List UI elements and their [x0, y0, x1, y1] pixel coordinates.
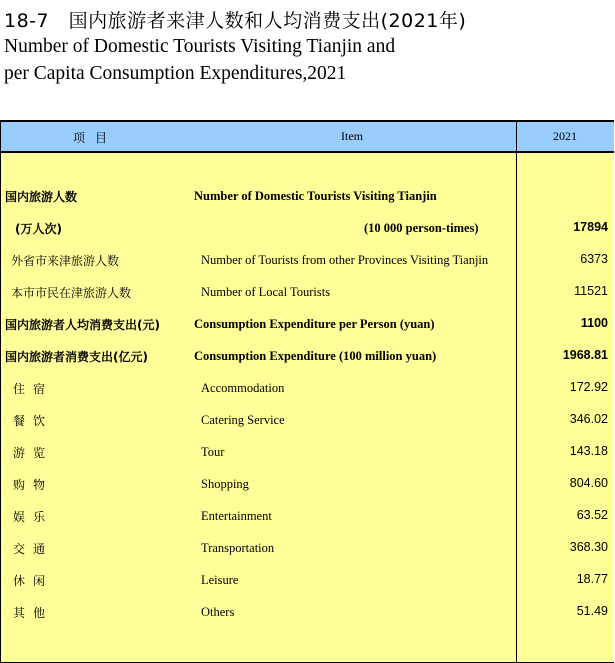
- row-label-english: Number of Domestic Tourists Visiting Tianjin: [194, 189, 437, 203]
- header-year: 2021: [553, 129, 577, 143]
- table-row: [1, 508, 614, 540]
- table-row: [1, 316, 614, 348]
- row-value: 368.30: [569, 540, 608, 554]
- row-label-chinese: 其他: [13, 606, 54, 620]
- row-label-english: Entertainment: [201, 509, 272, 523]
- row-label-english: Number of Tourists from other Provinces Visiting Tianjin: [201, 253, 489, 267]
- table-row: [1, 476, 614, 508]
- row-value: 804.60: [569, 476, 608, 490]
- row-value: 6373: [580, 252, 608, 266]
- row-label-chinese: 本市市民在津旅游人数: [11, 286, 132, 300]
- row-label-chinese: 国内旅游者人均消费支出(元): [5, 318, 160, 332]
- table-row: [1, 188, 614, 220]
- row-label-chinese: 外省市来津旅游人数: [11, 254, 120, 268]
- row-label-chinese: 游览: [13, 446, 54, 460]
- row-label-chinese: 休闲: [13, 574, 54, 588]
- row-label-chinese: 交通: [13, 542, 54, 556]
- table-row: [1, 540, 614, 572]
- row-value: 143.18: [569, 444, 608, 458]
- table-row: [1, 220, 614, 252]
- row-label-english: Consumption Expenditure (100 million yuan): [194, 349, 437, 363]
- row-label-english: Catering Service: [201, 413, 285, 427]
- table-row: [1, 348, 614, 380]
- row-value: 1100: [580, 316, 608, 330]
- row-value: 172.92: [569, 380, 608, 394]
- row-value: 63.52: [576, 508, 608, 522]
- table-row: [1, 604, 614, 636]
- row-label-english: Tour: [201, 445, 225, 459]
- table-row: [1, 284, 614, 316]
- row-label-english: Accommodation: [201, 381, 285, 395]
- row-label-chinese: 购物: [13, 478, 54, 492]
- table-header: [1, 122, 614, 153]
- row-value: 1968.81: [562, 348, 608, 362]
- row-label-chinese: (万人次): [15, 222, 62, 236]
- row-label-chinese: 住宿: [13, 382, 54, 396]
- row-label-english: Number of Local Tourists: [201, 285, 331, 299]
- table-row: [1, 444, 614, 476]
- row-label-english: Shopping: [201, 477, 249, 491]
- page-title-english-line-1: Number of Domestic Tourists Visiting Tianjin and: [4, 36, 396, 57]
- table-row: [1, 412, 614, 444]
- row-label-english: Transportation: [201, 541, 275, 555]
- row-label-english: (10 000 person-times): [364, 221, 479, 235]
- row-value: 17894: [573, 220, 608, 234]
- row-value: 11521: [574, 284, 608, 298]
- row-label-chinese: 国内旅游者消费支出(亿元): [5, 350, 148, 364]
- row-label-chinese: 国内旅游人数: [5, 190, 78, 204]
- page-title-chinese: 18-7 国内旅游者来津人数和人均消费支出(2021年): [4, 10, 467, 32]
- row-label-chinese: 娱乐: [13, 510, 54, 524]
- header-item-chinese: 项目: [73, 131, 118, 145]
- page-title-english-line-2: per Capita Consumption Expenditures,2021: [4, 63, 347, 84]
- row-value: 346.02: [569, 412, 608, 426]
- row-value: 18.77: [576, 572, 608, 586]
- row-label-english: Leisure: [201, 573, 239, 587]
- table-row: [1, 572, 614, 604]
- row-label-english: Others: [201, 605, 235, 619]
- row-label-chinese: 餐饮: [13, 414, 54, 428]
- header-item-english: Item: [341, 129, 363, 143]
- table-row: [1, 252, 614, 284]
- statistics-table: [0, 120, 614, 663]
- table-row: [1, 380, 614, 412]
- row-value: 51.49: [576, 604, 608, 618]
- row-label-english: Consumption Expenditure per Person (yuan): [194, 317, 435, 331]
